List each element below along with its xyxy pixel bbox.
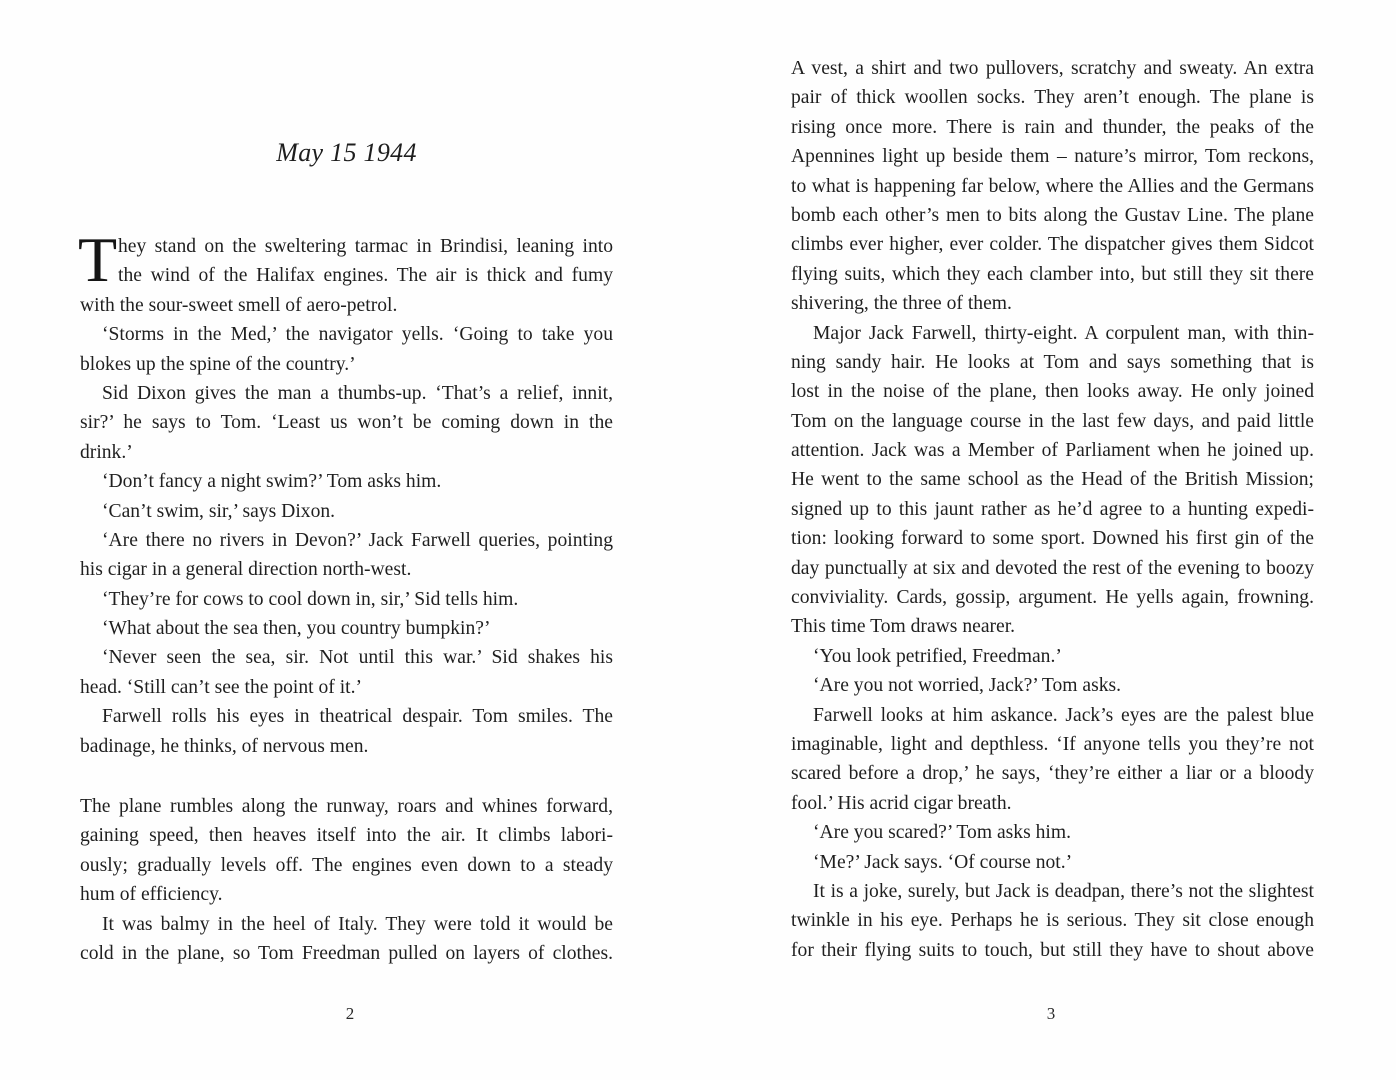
text-line: cold in the plane, so Tom Freedman pulled on layers of clothes. xyxy=(80,942,613,964)
text-line: badinage, he thinks, of nervous men. xyxy=(80,735,369,757)
text-line: ‘Are there no rivers in Devon?’ Jack Farwell queries, pointing xyxy=(102,529,613,551)
text-line: He went to the same school as the Head of the British Mission; xyxy=(791,469,1314,491)
text-line: tion: looking forward to some sport. Downed his first gin of the xyxy=(791,528,1314,550)
right-page xyxy=(698,0,1396,1080)
drop-cap: T xyxy=(78,224,118,295)
text-line: flying suits, which they each clamber into, but still they sit there xyxy=(791,263,1314,285)
text-line: ‘Don’t fancy a night swim?’ Tom asks him. xyxy=(102,471,442,493)
text-line: attention. Jack was a Member of Parliament when he joined up. xyxy=(791,440,1314,462)
text-line: ‘You look petrified, Freedman.’ xyxy=(813,645,1062,667)
text-line: It is a joke, surely, but Jack is deadpan, there’s not the slightest xyxy=(813,880,1314,902)
text-line: Tom on the language course in the last few days, and paid little xyxy=(791,410,1314,432)
text-line: ‘Me?’ Jack says. ‘Of course not.’ xyxy=(813,851,1073,873)
text-line: lost in the noise of the plane, then looks away. He only joined xyxy=(791,381,1314,403)
text-line: for their flying suits to touch, but still they have to shout above xyxy=(791,939,1314,961)
text-line: conviviality. Cards, gossip, argument. He yells again, frowning. xyxy=(791,587,1314,609)
text-line: It was balmy in the heel of Italy. They were told it would be xyxy=(102,913,613,935)
text-line: ning sandy hair. He looks at Tom and says something that is xyxy=(791,351,1314,373)
text-line: ‘Are you not worried, Jack?’ Tom asks. xyxy=(813,675,1122,697)
text-line: fool.’ His acrid cigar breath. xyxy=(791,792,1012,814)
text-line: sir?’ he says to Tom. ‘Least us won’t be coming down in the xyxy=(80,412,613,434)
text-line: gaining speed, then heaves itself into the air. It climbs labori- xyxy=(80,825,613,847)
text-line: ‘Can’t swim, sir,’ says Dixon. xyxy=(102,500,336,522)
text-line: The plane rumbles along the runway, roars and whines forward, xyxy=(80,796,613,817)
page-number: 2 xyxy=(345,1004,355,1023)
text-line: A vest, a shirt and two pullovers, scratchy and sweaty. An extra xyxy=(791,58,1314,79)
left-text-block-2 xyxy=(80,792,613,968)
text-line: ‘They’re for cows to cool down in, sir,’ Sid tells him. xyxy=(102,588,519,610)
text-line: his cigar in a general direction north-west. xyxy=(80,559,412,581)
text-line: the wind of the Halifax engines. The air is thick and fumy xyxy=(118,265,613,287)
text-line: shivering, the three of them. xyxy=(791,293,1012,315)
left-text-block-1 xyxy=(78,224,613,761)
text-line: drink.’ xyxy=(80,441,133,463)
page-number: 3 xyxy=(1046,1004,1056,1023)
text-line: ‘Are you scared?’ Tom asks him. xyxy=(813,822,1071,844)
text-line: Major Jack Farwell, thirty-eight. A corpulent man, with thin- xyxy=(813,322,1314,344)
text-line: ously; gradually levels off. The engines even down to a steady xyxy=(80,854,613,876)
text-line: ‘Never seen the sea, sir. Not until this war.’ Sid shakes his xyxy=(102,647,613,669)
text-line: climbs ever higher, ever colder. The dispatcher gives them Sidcot xyxy=(791,234,1314,256)
text-line: Sid Dixon gives the man a thumbs-up. ‘That’s a relief, innit, xyxy=(102,382,613,404)
text-line: ‘What about the sea then, you country bumpkin?’ xyxy=(102,618,491,640)
text-line: to what is happening far below, where the Allies and the Germans xyxy=(791,175,1314,197)
text-line: with the sour-sweet smell of aero-petrol. xyxy=(80,294,398,316)
text-line: hum of efficiency. xyxy=(80,884,223,906)
text-line: bomb each other’s men to bits along the Gustav Line. The plane xyxy=(791,204,1314,226)
text-line: blokes up the spine of the country.’ xyxy=(80,353,356,375)
text-line: head. ‘Still can’t see the point of it.’ xyxy=(80,676,363,698)
text-line: Farwell looks at him askance. Jack’s eyes are the palest blue xyxy=(813,704,1314,726)
right-text-block xyxy=(791,54,1314,965)
text-line: Apennines light up beside them – nature’s mirror, Tom reckons, xyxy=(791,146,1314,168)
text-line: pair of thick woollen socks. They aren’t enough. The plane is xyxy=(791,87,1314,109)
text-line: rising once more. There is rain and thunder, the peaks of the xyxy=(791,116,1314,138)
text-line: twinkle in his eye. Perhaps he is serious. They sit close enough xyxy=(791,910,1314,932)
text-line: Farwell rolls his eyes in theatrical despair. Tom smiles. The xyxy=(102,706,613,728)
text-line: signed up to this jaunt rather as he’d agree to a hunting expedi- xyxy=(791,498,1314,520)
text-line: hey stand on the sweltering tarmac in Brindisi, leaning into xyxy=(118,236,613,257)
text-line: imaginable, light and depthless. ‘If anyone tells you they’re not xyxy=(791,733,1314,755)
text-line: ‘Storms in the Med,’ the navigator yells. ‘Going to take you xyxy=(102,324,613,346)
text-line: This time Tom draws nearer. xyxy=(791,616,1016,638)
chapter-title: May 15 1944 xyxy=(276,138,417,167)
text-line: day punctually at six and devoted the rest of the evening to boozy xyxy=(791,557,1314,579)
text-line: scared before a drop,’ he says, ‘they’re either a liar or a bloody xyxy=(791,763,1314,785)
